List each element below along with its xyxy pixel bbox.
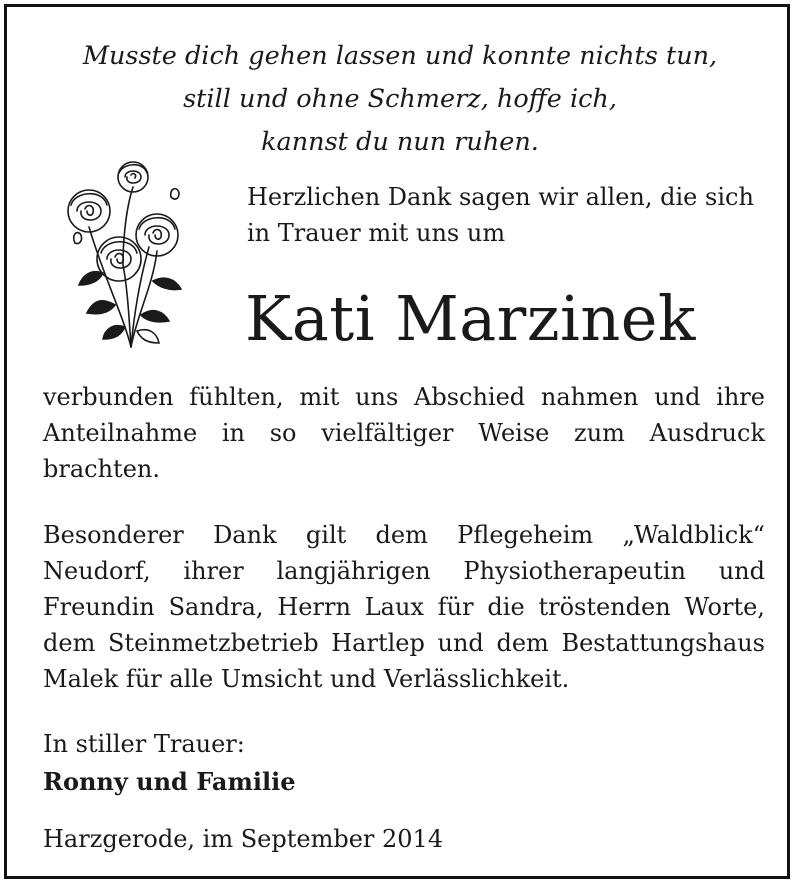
word: Besonderer xyxy=(43,521,184,549)
intro-line: in Trauer mit uns um xyxy=(247,219,506,247)
word: zum xyxy=(574,419,625,447)
word: die xyxy=(487,593,525,621)
paragraph-line: Malek für alle Umsicht und Verlässlichkeit. xyxy=(43,665,570,693)
paragraph-line xyxy=(43,415,765,451)
signature-block xyxy=(43,725,295,801)
word: Hartlep xyxy=(331,629,425,657)
word: Bestattungshaus xyxy=(561,629,765,657)
word: Abschied xyxy=(414,383,526,411)
word: vielfältiger xyxy=(321,419,454,447)
word: Laux xyxy=(364,593,424,621)
word: und xyxy=(654,383,701,411)
word: uns xyxy=(355,383,399,411)
word: Sandra, xyxy=(168,593,264,621)
word: Anteilnahme xyxy=(43,419,198,447)
word: langjährigen xyxy=(276,557,431,585)
word: tröstenden xyxy=(538,593,671,621)
paragraph-line xyxy=(43,553,765,589)
intro-line: Herzlichen Dank sagen wir allen, die sich xyxy=(247,183,754,211)
word: Freundin xyxy=(43,593,155,621)
word: Herrn xyxy=(277,593,351,621)
word: Steinmetzbetrieb xyxy=(107,629,319,657)
deceased-name: Kati Marzinek xyxy=(245,282,697,355)
roses-icon xyxy=(53,155,193,355)
quote-block xyxy=(7,35,793,164)
word: in xyxy=(221,419,246,447)
word: verbunden xyxy=(43,383,174,411)
thanks-intro xyxy=(247,179,767,251)
paragraph-line xyxy=(43,589,765,625)
paragraph-line xyxy=(43,517,765,553)
word: Neudorf, xyxy=(43,557,151,585)
word: dem xyxy=(496,629,549,657)
word: dem xyxy=(43,629,96,657)
word: ihrer xyxy=(183,557,244,585)
word: „Waldblick“ xyxy=(622,521,765,549)
word: fühlten, xyxy=(189,383,284,411)
quote-line: Musste dich gehen lassen und konnte nichts tun, xyxy=(82,41,718,71)
quote-line: kannst du nun ruhen. xyxy=(261,127,539,157)
word: dem xyxy=(375,521,428,549)
word: und xyxy=(437,629,484,657)
paragraph-thanks xyxy=(43,379,765,487)
word: mit xyxy=(299,383,340,411)
word: Dank xyxy=(213,521,277,549)
notice-frame xyxy=(4,4,790,879)
place-date: Harzgerode, im September 2014 xyxy=(43,825,444,853)
paragraph-special-thanks xyxy=(43,517,765,697)
paragraph-line xyxy=(43,625,765,661)
paragraph-line xyxy=(43,379,765,415)
word: und xyxy=(718,557,765,585)
word: ihre xyxy=(716,383,765,411)
signature-label: In stiller Trauer: xyxy=(43,730,245,758)
word: Ausdruck xyxy=(649,419,765,447)
word: Worte, xyxy=(684,593,765,621)
quote-line: still und ohne Schmerz, hoffe ich, xyxy=(183,84,617,114)
paragraph-line: brachten. xyxy=(43,455,160,483)
word: Weise xyxy=(478,419,550,447)
word: Physiotherapeutin xyxy=(463,557,686,585)
word: gilt xyxy=(305,521,347,549)
signature-family: Ronny und Familie xyxy=(43,767,296,796)
word: so xyxy=(269,419,297,447)
word: nahmen xyxy=(540,383,639,411)
word: Pflegeheim xyxy=(457,521,594,549)
word: für xyxy=(437,593,474,621)
